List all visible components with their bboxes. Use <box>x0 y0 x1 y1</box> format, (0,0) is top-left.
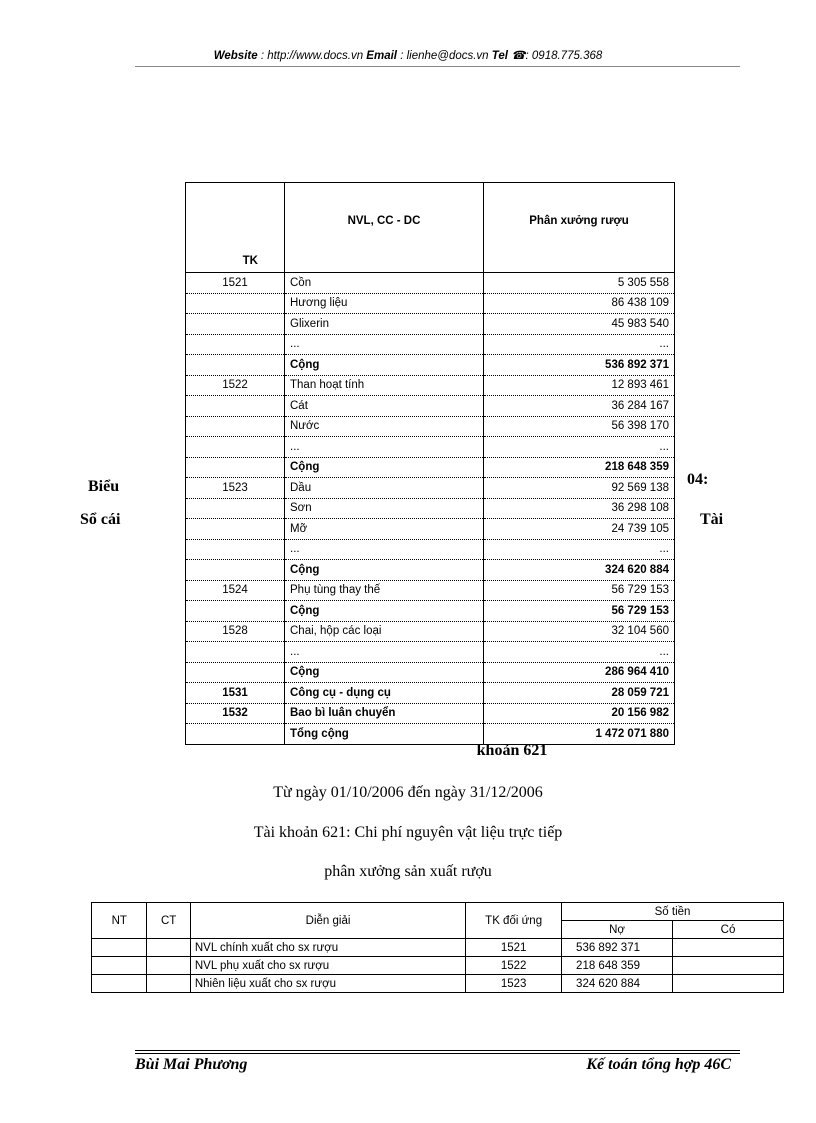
materials-row <box>186 539 675 560</box>
materials-name-cell: Than hoạt tính <box>285 375 484 396</box>
materials-tk-cell <box>186 601 285 622</box>
materials-tk-cell: 1531 <box>186 683 285 704</box>
materials-tk-cell <box>186 498 285 519</box>
materials-name-cell: Bao bì luân chuyển <box>285 703 484 724</box>
materials-tk-cell: 1523 <box>186 478 285 499</box>
materials-name-cell: Hương liệu <box>285 293 484 314</box>
materials-value-cell: 5 305 558 <box>484 273 675 294</box>
materials-tk-cell <box>186 334 285 355</box>
materials-row <box>186 273 675 294</box>
materials-value-cell: 12 893 461 <box>484 375 675 396</box>
materials-tk-cell: 1522 <box>186 375 285 396</box>
materials-value-cell: 1 472 071 880 <box>484 724 675 745</box>
account-name-title: Tài khoản 621: Chi phí nguyên vật liệu trực tiếp <box>253 824 563 841</box>
ledger-desc-cell: NVL phụ xuất cho sx rượu <box>190 957 465 975</box>
materials-value-cell: ... <box>484 642 675 663</box>
ledger-ct-cell <box>147 975 190 993</box>
materials-name-cell: Tổng cộng <box>285 724 484 745</box>
materials-tk-cell: 1532 <box>186 703 285 724</box>
period-title: Từ ngày 01/10/2006 đến ngày 31/12/2006 <box>273 784 543 801</box>
tel-value: : 0918.775.368 <box>525 50 603 62</box>
materials-tk-cell <box>186 416 285 437</box>
materials-tk-cell <box>186 642 285 663</box>
materials-name-cell: Cát <box>285 396 484 417</box>
materials-name-cell: Cộng <box>285 601 484 622</box>
materials-row <box>186 621 675 642</box>
materials-row <box>186 580 675 601</box>
ledger-nt-cell <box>92 957 147 975</box>
footer-divider <box>135 1050 740 1051</box>
materials-name-cell: Phụ tùng thay thế <box>285 580 484 601</box>
ledger-header-row-1 <box>92 903 784 921</box>
materials-row <box>186 498 675 519</box>
materials-value-cell: 56 398 170 <box>484 416 675 437</box>
materials-tk-cell: 1528 <box>186 621 285 642</box>
materials-value-cell: ... <box>484 539 675 560</box>
materials-tk-cell <box>186 724 285 745</box>
tel-label: Tel <box>491 50 508 62</box>
materials-tk-cell <box>186 437 285 458</box>
materials-name-cell: Nước <box>285 416 484 437</box>
materials-name-cell: ... <box>285 539 484 560</box>
materials-row <box>186 478 675 499</box>
materials-name-cell: Cộng <box>285 457 484 478</box>
materials-value-cell: 286 964 410 <box>484 662 675 683</box>
ledger-co-cell <box>673 939 784 957</box>
materials-tk-cell: 1521 <box>186 273 285 294</box>
materials-row <box>186 396 675 417</box>
side-bieu: Biểu <box>88 478 120 495</box>
materials-value-cell: 36 284 167 <box>484 396 675 417</box>
materials-row <box>186 355 675 376</box>
materials-name-cell: Sơn <box>285 498 484 519</box>
materials-tk-cell <box>186 662 285 683</box>
footer-divider-2 <box>135 1053 740 1054</box>
workshop-title: phân xưởng sản xuất rượu <box>324 863 492 880</box>
footer-class: Kế toán tổng hợp 46C <box>586 1056 731 1073</box>
website-value[interactable]: : http://www.docs.vn <box>260 50 364 62</box>
materials-row <box>186 375 675 396</box>
materials-value-cell: ... <box>484 437 675 458</box>
materials-value-cell: 218 648 359 <box>484 457 675 478</box>
header-tk: TK <box>242 255 258 267</box>
materials-row <box>186 724 675 745</box>
ledger-row <box>92 939 784 957</box>
materials-header-row <box>186 183 675 273</box>
materials-tk-cell <box>186 560 285 581</box>
materials-value-cell: 20 156 982 <box>484 703 675 724</box>
side-tai: Tài <box>700 511 724 528</box>
materials-row <box>186 642 675 663</box>
materials-tk-cell <box>186 355 285 376</box>
materials-name-cell: ... <box>285 642 484 663</box>
materials-name-cell: Mỡ <box>285 519 484 540</box>
side-so-cai: Sổ cái <box>80 511 121 528</box>
materials-row <box>186 334 675 355</box>
ledger-no-cell: 324 620 884 <box>562 975 673 993</box>
materials-value-cell: 28 059 721 <box>484 683 675 704</box>
ledger-desc-cell: NVL chính xuất cho sx rượu <box>190 939 465 957</box>
header-phan-xuong: Phân xưởng rượu <box>484 183 675 273</box>
materials-value-cell: 536 892 371 <box>484 355 675 376</box>
materials-table <box>185 182 675 745</box>
materials-value-cell: 24 739 105 <box>484 519 675 540</box>
materials-row <box>186 457 675 478</box>
phone-icon: ☎ <box>511 50 526 62</box>
materials-row <box>186 314 675 335</box>
ledger-col-ct: CT <box>147 903 190 939</box>
materials-row <box>186 560 675 581</box>
header-nvl: NVL, CC - DC <box>285 183 484 273</box>
materials-tk-cell <box>186 293 285 314</box>
ledger-tk-cell: 1522 <box>466 957 562 975</box>
ledger-tk-cell: 1521 <box>466 939 562 957</box>
materials-name-cell: Chai, hộp các loại <box>285 621 484 642</box>
ledger-col-dien-giai: Diễn giải <box>190 903 465 939</box>
ledger-tk-cell: 1523 <box>466 975 562 993</box>
ledger-nt-cell <box>92 975 147 993</box>
materials-value-cell: 56 729 153 <box>484 580 675 601</box>
materials-tk-cell <box>186 519 285 540</box>
materials-value-cell: 32 104 560 <box>484 621 675 642</box>
ledger-co-cell <box>673 957 784 975</box>
materials-value-cell: 92 569 138 <box>484 478 675 499</box>
materials-tk-cell <box>186 314 285 335</box>
ledger-desc-cell: Nhiên liệu xuất cho sx rượu <box>190 975 465 993</box>
materials-name-cell: Dầu <box>285 478 484 499</box>
materials-row <box>186 519 675 540</box>
materials-tk-cell: 1524 <box>186 580 285 601</box>
materials-tk-cell <box>186 539 285 560</box>
side-number: 04: <box>687 471 709 488</box>
materials-value-cell: 36 298 108 <box>484 498 675 519</box>
materials-row <box>186 416 675 437</box>
ledger-table <box>91 902 784 993</box>
ledger-col-co: Có <box>673 921 784 939</box>
email-label: Email <box>366 50 397 62</box>
ledger-col-no: Nợ <box>562 921 673 939</box>
materials-name-cell: Cộng <box>285 355 484 376</box>
materials-row <box>186 662 675 683</box>
ledger-col-so-tien: Số tiền <box>562 903 784 921</box>
ledger-row <box>92 957 784 975</box>
ledger-col-nt: NT <box>92 903 147 939</box>
materials-name-cell: Glixerin <box>285 314 484 335</box>
materials-name-cell: Cộng <box>285 662 484 683</box>
materials-value-cell: 86 438 109 <box>484 293 675 314</box>
materials-row <box>186 683 675 704</box>
materials-value-cell: ... <box>484 334 675 355</box>
ledger-nt-cell <box>92 939 147 957</box>
materials-value-cell: 56 729 153 <box>484 601 675 622</box>
ledger-col-tk: TK đối ứng <box>466 903 562 939</box>
ledger-ct-cell <box>147 957 190 975</box>
materials-tk-cell <box>186 457 285 478</box>
materials-row <box>186 703 675 724</box>
materials-name-cell: Cồn <box>285 273 484 294</box>
email-value[interactable]: : lienhe@docs.vn <box>400 50 489 62</box>
materials-name-cell: ... <box>285 437 484 458</box>
materials-name-cell: Cộng <box>285 560 484 581</box>
ledger-no-cell: 218 648 359 <box>562 957 673 975</box>
materials-row <box>186 437 675 458</box>
materials-name-cell: ... <box>285 334 484 355</box>
materials-row <box>186 601 675 622</box>
materials-row <box>186 293 675 314</box>
header-divider <box>135 66 740 67</box>
footer-author: Bùi Mai Phương <box>135 1056 248 1073</box>
header-tk-cell <box>186 183 285 273</box>
page-header <box>0 48 816 62</box>
materials-value-cell: 45 983 540 <box>484 314 675 335</box>
materials-name-cell: Công cụ - dụng cụ <box>285 683 484 704</box>
account-title: khoản 621 <box>476 742 548 759</box>
ledger-no-cell: 536 892 371 <box>562 939 673 957</box>
website-label: Website <box>213 50 258 62</box>
materials-value-cell: 324 620 884 <box>484 560 675 581</box>
ledger-row <box>92 975 784 993</box>
ledger-ct-cell <box>147 939 190 957</box>
ledger-co-cell <box>673 975 784 993</box>
materials-tk-cell <box>186 396 285 417</box>
